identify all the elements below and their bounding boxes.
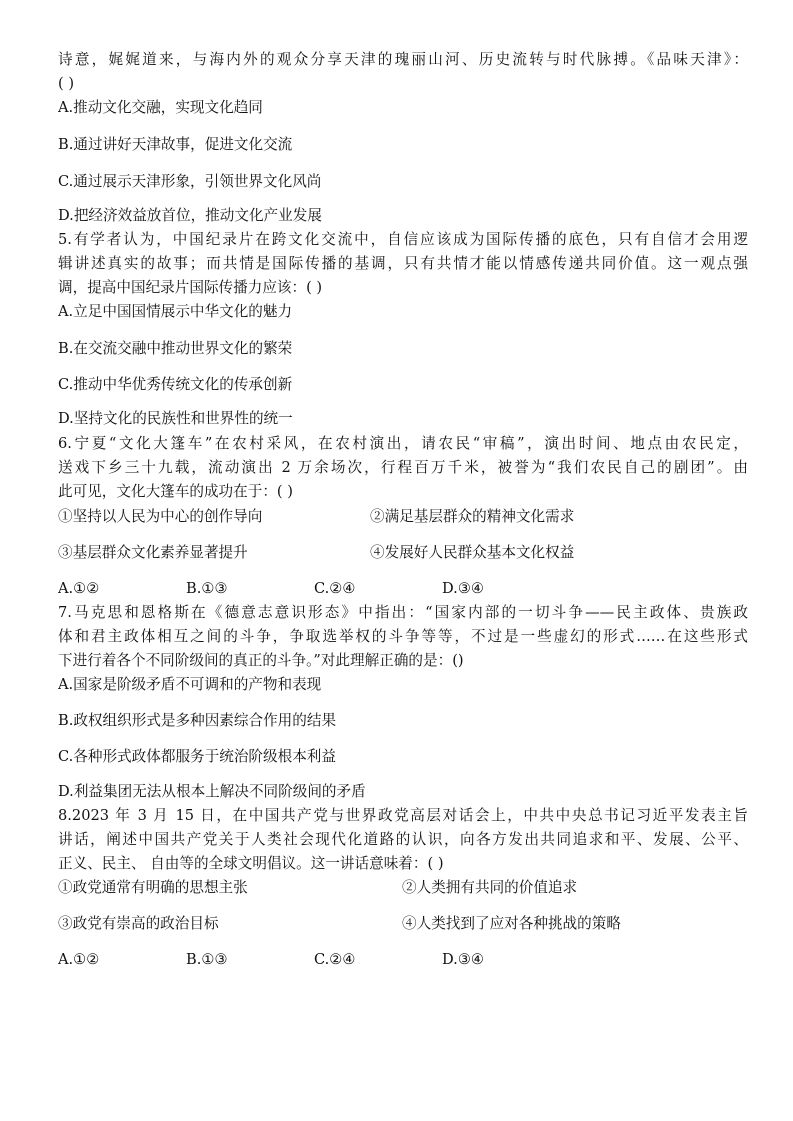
question-4-option-b: B.通过讲好天津故事，促进文化交流 <box>58 136 293 153</box>
question-6-stem-line-1: 6.宁夏“文化大篷车”在农村采风，在农村演出，请农民“审稿”，演出时间、地点由农民定， <box>58 435 748 452</box>
question-8-choice-a: A.①② <box>58 951 100 968</box>
question-8-statement-1: ①政党通常有明确的思想主张 <box>58 879 248 896</box>
question-8-choices <box>58 948 748 972</box>
question-8-choice-c: C.②④ <box>314 951 356 968</box>
question-8-statement-2: ②人类拥有共同的价值追求 <box>402 879 578 896</box>
question-6-statement-3: ③基层群众文化素养显著提升 <box>58 544 248 561</box>
question-6-choices <box>58 577 748 601</box>
question-4-text-line: 诗意，娓娓道来，与海内外的观众分享天津的瑰丽山河、历史流转与时代脉搏。《品味天津》： <box>58 51 748 68</box>
question-6-statement-row-1 <box>58 505 748 529</box>
question-6-statement-row-2 <box>58 541 748 565</box>
question-6-choice-c: C.②④ <box>314 580 356 597</box>
question-8-stem-line-2: 讲话，阐述中国共产党关于人类社会现代化道路的认识，向各方发出共同追求和平、发展、公平、 <box>58 831 748 848</box>
question-8-statement-row-1 <box>58 876 748 900</box>
question-5-option-b: B.在交流交融中推动世界文化的繁荣 <box>58 340 293 357</box>
question-8-choice-b: B.①③ <box>186 951 228 968</box>
question-6-choice-a: A.①② <box>58 580 100 597</box>
question-5-option-a: A.立足中国国情展示中华文化的魅力 <box>58 303 293 320</box>
question-5-option-c: C.推动中华优秀传统文化的传承创新 <box>58 376 293 393</box>
question-5-option-d: D.坚持文化的民族性和世界性的统一 <box>58 410 293 427</box>
question-6-statement-1: ①坚持以人民为中心的创作导向 <box>58 508 263 525</box>
question-8-statement-3: ③政党有崇高的政治目标 <box>58 915 219 932</box>
question-6-statement-2: ②满足基层群众的精神文化需求 <box>370 508 575 525</box>
question-8-choice-d: D.③④ <box>442 951 484 968</box>
question-5-stem-line-1: 5.有学者认为，中国纪录片在跨文化交流中，自信应该成为国际传播的底色，只有自信才会用逻 <box>58 231 748 248</box>
question-7-option-c: C.各种形式政体都服务于统治阶级根本利益 <box>58 748 336 765</box>
question-6-stem-line-3: 此可见，文化大篷车的成功在于：( ) <box>58 483 293 500</box>
question-7-stem-line-2: 体和君主政体相互之间的斗争，争取选举权的斗争等等，不过是一些虚幻的形式……在这些形式 <box>58 628 748 645</box>
question-4-option-d: D.把经济效益放首位，推动文化产业发展 <box>58 207 322 224</box>
question-7-option-b: B.政权组织形式是多种因素综合作用的结果 <box>58 712 337 729</box>
question-6-choice-d: D.③④ <box>442 580 484 597</box>
question-8-stem-line-3: 正义、民主、 自由等的全球文明倡议。这一讲话意味着：( ) <box>58 855 444 872</box>
question-8-statement-row-2 <box>58 912 748 936</box>
question-8-statement-4: ④人类找到了应对各种挑战的策略 <box>402 915 621 932</box>
question-4-option-c: C.通过展示天津形象，引领世界文化风尚 <box>58 173 322 190</box>
question-4-answer-blank: ( ) <box>58 75 75 92</box>
question-6-stem-line-2: 送戏下乡三十九载，流动演出 2 万余场次，行程百万千米，被誉为“我们农民自己的剧团”。由 <box>58 459 748 476</box>
question-7-stem-line-1: 7.马克思和恩格斯在《德意志意识形态》中指出：“国家内部的一切斗争——民主政体、贵族政 <box>58 604 748 621</box>
question-7-option-d: D.利益集团无法从根本上解决不同阶级间的矛盾 <box>58 783 366 800</box>
question-5-stem-line-3: 调，提高中国纪录片国际传播力应该：( ) <box>58 279 323 296</box>
question-4-option-a: A.推动文化交融，实现文化趋同 <box>58 99 263 116</box>
question-6-choice-b: B.①③ <box>186 580 228 597</box>
question-7-option-a: A.国家是阶级矛盾不可调和的产物和表现 <box>58 676 322 693</box>
question-6-statement-4: ④发展好人民群众基本文化权益 <box>370 544 575 561</box>
question-7-stem-line-3: 下进行着各个不同阶级间的真正的斗争。”对此理解正确的是：() <box>58 652 464 669</box>
question-5-stem-line-2: 辑讲述真实的故事；而共情是国际传播的基调，只有共情才能以情感传递共同价值。这一观点强 <box>58 255 748 272</box>
question-8-stem-line-1: 8.2023 年 3 月 15 日，在中国共产党与世界政党高层对话会上，中共中央总书记习近平发表主旨 <box>58 807 748 824</box>
